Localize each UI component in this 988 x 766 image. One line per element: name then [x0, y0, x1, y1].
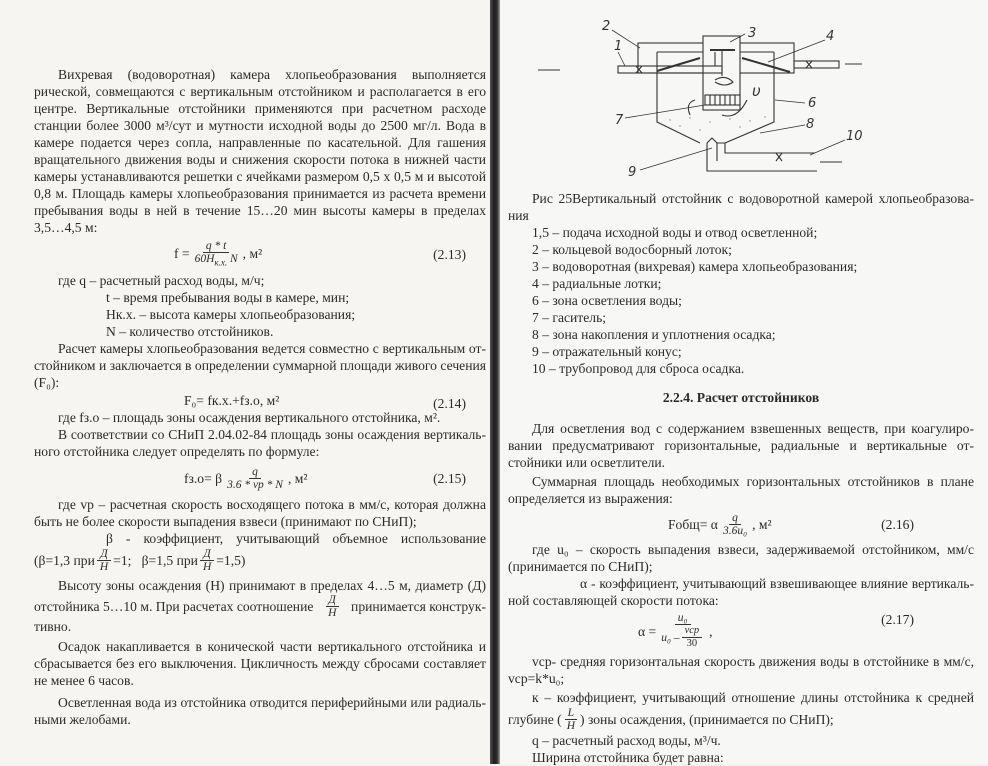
formula-2-15 [34, 460, 486, 496]
fraction-numerator: L [565, 707, 577, 720]
fraction-denominator: 30 [686, 638, 698, 649]
fraction-numerator: Д [97, 548, 110, 561]
equation-number: (2.14) [433, 396, 466, 411]
text-line: Высоту зоны осаждения (Н) принимают в пределах 4…5 м, диаметр (Д) [58, 578, 486, 593]
legend-item: 9 – отражательный конус; [532, 344, 682, 359]
legend-item: 2 – кольцевой водосборный лоток; [532, 242, 732, 257]
section-heading: 2.2.4. Расчет отстойников [662, 390, 820, 405]
label-6: 6 [808, 96, 817, 111]
label-2: 2 [602, 19, 611, 34]
label-8: 8 [806, 117, 815, 132]
text: ) зоны осаждения, (принимается по СНиП); [580, 711, 834, 727]
equation-number: (2.13) [433, 246, 466, 262]
figure-legend [508, 224, 974, 377]
formula-numerator: q [729, 512, 741, 525]
text-line: камеры устанавливаются решетки с ячейками размером 0,5 х 0,5 м и высотой [34, 169, 486, 184]
text: =1,5) [216, 552, 246, 568]
text-line: vср=k*u₀; [508, 671, 565, 686]
paragraph-zone-height [34, 577, 486, 635]
text-line: к – коэффициент, учитывающий отношение длины отстойника к средней [532, 690, 974, 705]
text-line [34, 594, 486, 618]
legend-item: 6 – зона осветления воды; [532, 293, 682, 308]
fraction-numerator: Д [326, 594, 339, 607]
text-line: не менее 6 часов. [34, 673, 134, 688]
formula-unit: , м² [287, 470, 308, 486]
text-line: Рис 25Вертикальный отстойник с водоворотной камерой хлопьеобразова- [532, 191, 974, 206]
formula-2-14 [34, 391, 486, 409]
label-9: 9 [628, 165, 637, 180]
legend-item: 3 – водоворотная (вихревая) камера хлопьеобразования; [532, 259, 858, 274]
text-line: α - коэффициент, учитывающий взвешивающее влияние вертикаль- [580, 576, 974, 591]
label-10: 10 [846, 129, 863, 144]
fraction-denominator: Н [202, 560, 212, 573]
text-line [508, 706, 974, 732]
text-line: станции более 3000 м³/сут и мутности исходной воды до 2500 мг/л. Вода в [34, 118, 486, 133]
text-line: 3,5…4,5 м: [34, 220, 98, 235]
formula-unit: , м² [752, 516, 772, 532]
outlet-pipe [794, 61, 862, 68]
text-line: рической, совмещаются с вертикальным отстойником и располагается в его [34, 84, 486, 99]
text-line: стойники или осветлители. [508, 455, 666, 470]
settling-tank-diagram [500, 10, 900, 190]
fraction-denominator: Н [328, 606, 337, 619]
text-line: определяется из выражения: [508, 491, 673, 506]
paragraph-sediment [34, 638, 486, 689]
text-line: где vр – расчетная скорость восходящего потока в мм/с, которая должна [58, 497, 486, 512]
paragraph-clarified-water [34, 694, 486, 728]
label-velocity: υ [752, 82, 761, 100]
text-line: Расчет камеры хлопьеобразования ведется совместно с вертикальным от- [58, 341, 486, 356]
text-line: vср- средняя горизонтальная скорость движения воды в отстойнике в мм/с, [532, 654, 974, 669]
formula-2-16 [508, 507, 974, 541]
text: =1; β=1,5 при [113, 552, 198, 568]
text-line: стойником и заключается в определении суммарной площади живого сечения [34, 358, 486, 373]
text: (β=1,3 при [34, 552, 95, 568]
text-line: камере подается через сопла, направленные по касательной. Для гашения [34, 135, 486, 150]
legend-item: 7 – гаситель; [532, 310, 607, 325]
text-line: ной составляющей скорости потока: [508, 593, 719, 608]
label-7: 7 [615, 113, 624, 128]
formula-unit: , м² [242, 246, 263, 262]
figure-caption [508, 190, 974, 224]
formula-numerator: u₀ [675, 612, 691, 625]
formula-denominator: 3.6u₀ [722, 524, 748, 537]
legend-item: 1,5 – подача исходной воды и отвод осветленной; [532, 225, 818, 240]
right-page-text [508, 190, 974, 766]
formula-tail: , [709, 623, 713, 639]
paragraph-snip [34, 426, 486, 460]
label-3: 3 [748, 26, 757, 41]
text-line: β - коэффициент, учитывающий объемное использование [106, 531, 486, 546]
text-line: Осадок накапливается в конической части вертикального отстойника и [58, 639, 486, 654]
text-line: ния [508, 208, 529, 223]
formula-lhs: fз.о= β [184, 470, 223, 486]
formula-2-13 [34, 236, 486, 272]
legend-item: 4 – радиальные лотки; [532, 276, 662, 291]
book-spine-shadow [490, 0, 500, 764]
text-line: t – время пребывания воды в камере, мин; [106, 290, 350, 305]
paragraph-vortex-chamber [34, 66, 486, 236]
paragraph-clarification [508, 420, 974, 471]
variable-definitions [34, 272, 486, 340]
text-line: Вихревая (водоворотная) камера хлопьеобразования выполняется [58, 67, 486, 82]
text-line: ного отстойника следует определять по формуле: [34, 444, 320, 459]
paragraph-total-area [508, 473, 974, 507]
fraction-numerator: vср [682, 625, 703, 638]
formula-text: F₀= fк.х.+fз.о, м² [184, 392, 280, 408]
formula-subscript: к.х. [214, 257, 228, 268]
equation-number: (2.17) [881, 612, 914, 627]
formula-lhs: f = [174, 246, 190, 262]
text-line: (F₀): [34, 375, 60, 390]
formula-numerator: q * t [203, 240, 229, 253]
fraction-denominator: Н [99, 560, 109, 573]
text-line: N – количество отстойников. [106, 324, 274, 339]
text-line: пребывания воды в ней в течение 15…20 мин высоты камеры в пределах [34, 203, 486, 218]
formula-denominator-tail: N [230, 252, 238, 265]
sediment-zone [669, 116, 765, 130]
text-line: Для осветления вод с содержанием взвешенных веществ, при коагулиро- [532, 421, 974, 436]
formula-denominator: 60H [194, 252, 215, 265]
formula-denominator: 3.6 * vр * N [227, 478, 283, 491]
text-line: центре. Вертикальные отстойники применяются при расчетном расходе [34, 101, 486, 116]
text-line: q – расчетный расход воды, м³/ч. [532, 733, 721, 748]
variable-definitions [34, 496, 486, 547]
text-line: Hк.х. – высота камеры хлопьеобразования; [106, 307, 356, 322]
beta-values [34, 547, 486, 573]
text-line: тивно. [34, 619, 72, 634]
text: отстойника 5…10 м. При расчетах соотношение [34, 598, 314, 614]
text-line: В соответствии со СНиП 2.04.02-84 площадь зоны осаждения вертикаль- [58, 427, 486, 442]
text-line: вании предусматривают горизонтальные, радиальные и вертикальные от- [508, 438, 974, 453]
text-line: (принимается по СНиП); [508, 559, 653, 574]
text-line: где u₀ – скорость выпадения взвеси, задерживаемой отстойником, мм/с [532, 542, 974, 557]
inlet-pipe [538, 52, 722, 73]
variable-definitions [508, 541, 974, 609]
fraction-numerator: Д [200, 548, 213, 561]
left-page [0, 0, 494, 764]
tank-outline [638, 36, 794, 143]
text-line: где fз.о – площадь зоны осаждения вертикального отстойника, м². [58, 410, 441, 425]
variable-definitions [508, 653, 974, 766]
text-line: 0,8 м. Площадь камеры хлопьеобразования принимается из расчета времени [34, 186, 486, 201]
label-4: 4 [826, 29, 835, 44]
drain-pipe [707, 138, 842, 171]
equation-number: (2.15) [433, 470, 466, 486]
text: принимается конструк- [351, 598, 486, 614]
text-line: вращательного движения воды и снижения скорости потока в нижней части [34, 152, 486, 167]
text-line: сбрасывается без его выключения. Цикличность между сбросами составляет [34, 656, 486, 671]
equation-number: (2.16) [881, 516, 914, 532]
formula-lhs: α = [638, 623, 657, 639]
text: глубине ( [508, 711, 562, 727]
fraction-denominator: H [566, 719, 576, 732]
legend-item: 10 – трубопровод для сброса осадка. [532, 361, 745, 376]
formula-denominator: u₀ – [661, 631, 680, 644]
text-line: Суммарная площадь необходимых горизонтальных отстойников в плане [532, 474, 974, 489]
paragraph-calculation [34, 340, 486, 391]
left-page-text [34, 66, 486, 728]
label-1: 1 [614, 39, 623, 54]
formula-2-17 [508, 609, 974, 653]
text-line: ными желобами. [34, 712, 131, 727]
text-line: Ширина отстойника будет равна: [532, 750, 724, 765]
text-line: Осветленная вода из отстойника отводится периферийными или радиаль- [58, 695, 486, 710]
text-line: где q – расчетный расход воды, м/ч; [58, 273, 265, 288]
text-line: быть не более скорости выпадения взвеси (принимают по СНиП); [34, 514, 417, 529]
legend-item: 8 – зона накопления и уплотнения осадка; [532, 327, 776, 342]
formula-numerator: q [249, 466, 261, 479]
formula-lhs: Fобщ= α [668, 516, 718, 532]
